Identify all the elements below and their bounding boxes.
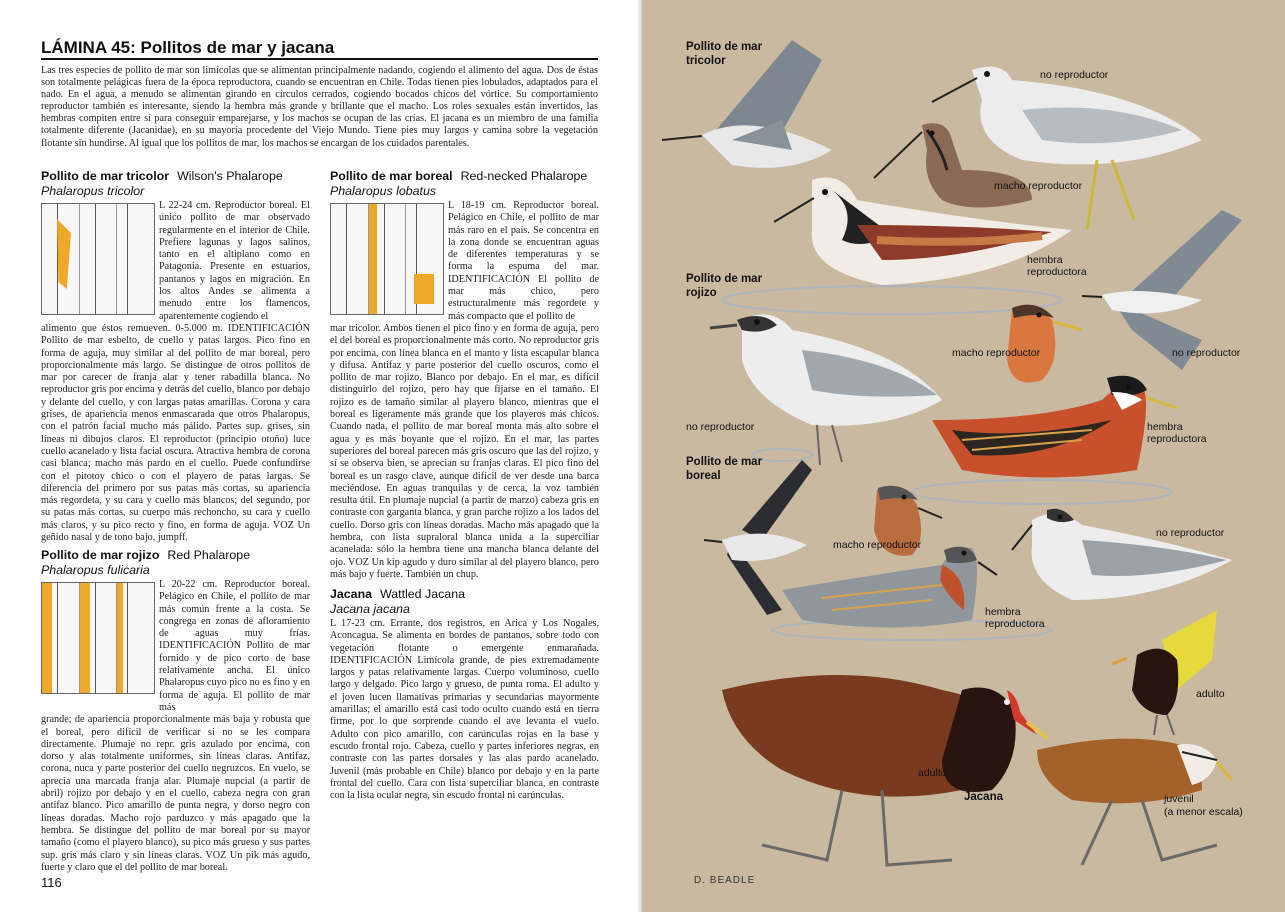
plate-title: LÁMINA 45: Pollitos de mar y jacana [41,38,335,57]
species-heading-rednecked [330,169,587,183]
label-adulto: adulto [1196,688,1225,700]
rednecked-female-breeding-bird [782,547,997,628]
species-text-red [41,579,310,874]
red-male-breeding-bird [1007,305,1082,383]
species-name-en: Red-necked Phalarope [460,169,588,183]
scientific-name: Phalaropus tricolor [41,184,145,198]
species-text-part1: L 22-24 cm. Reproductor boreal. El único pollito de mar observado regularmente en el interior de Chile. Prefiere lagunas y lagos salinos, tanto en el altiplano como en Patagonia. Presente en estuarios, pantanos y lagos en migración. En los altos Andes se alimenta a menudo entre los flamencos, aparentemente cogiendo el [159,200,310,322]
label-no-reproductor: no reproductor [1156,527,1225,539]
group-label-wilson: Pollito de mar tricolor [686,41,763,67]
label-no-reproductor: no reproductor [686,421,755,433]
red-female-breeding-bird [932,376,1177,478]
species-name-es: Pollito de mar boreal [330,169,453,183]
species-name-en: Red Phalarope [167,548,251,562]
species-heading-red [41,548,250,562]
species-text-part1: L 18-19 cm. Reproductor boreal. Pelágico en Chile, el pollito de mar más raro en el país. Se concentra en la zona donde se encuentran aguas de diferentes temperaturas y se forma la espuma del mar. IDENTIFICACIÓN El pollito de mar más chico, pero estructuralmente más regordete y más compacto que el pollito de [448,200,599,322]
label-no-reproductor: no reproductor [1040,69,1109,81]
species-name-es: Jacana [330,587,373,601]
label-no-reproductor: no reproductor [1172,347,1241,359]
label-macho-reproductor: macho reproductor [952,347,1041,359]
species-text-part2: alimento que éstos remueven. 0-5.000 m. IDENTIFICACIÓN Pollito de mar esbelto, de cuello y patas largos. Pico fino en forma de aguja, muy similar al del pollito de mar boreal, pero proporcionalmente más largo. Se distingue de otros pollitos de mar por carecer de franja alar y tener rabadilla blanca. No reproductor gris por encima y detrás del cuello, blanco por debajo y delante del cuello, y con largas patas amarillas. Corona y cara grises, de apariencia menos enmascarada que otros Phalaropus, con el patrón facial mucho más pálido. Partes sup. grises, sin líneas ni dibujos claros. El reproductor (principio otoño) luce cuello acanelado y lista facial oscura. Atractiva hembra de corona casi blanca; macho más pardo en el cuello. Puede confundirse con el pitotoy chico o con el playero de patas largas. Se diferencia del primero por sus patas más cortas, su apariencia más regordeta, y su cara y cuello más blancos; del segundo, por su patas más cortas, su cuerpo más rechoncho, su cara y cuello más claros, y su pico recto y fino, en forma de aguja. VOZ Un geñido nasal y de tono bajo, jumpff. [41,322,310,544]
jacana-juvenile-bird [1037,739,1232,865]
red-flying-bird [1082,210,1242,370]
scientific-name: Jacana jacana [330,602,410,616]
species-name-es: Pollito de mar tricolor [41,169,170,183]
text-page [0,0,642,912]
species-heading-wilson [41,169,283,183]
label-macho-reproductor: macho reproductor [833,539,922,551]
species-name-en: Wattled Jacana [380,587,465,601]
label-juvenil-scale-note: (a menor escala) [1164,806,1243,818]
species-name-es: Pollito de mar rojizo [41,548,160,562]
group-label-jacana: Jacana [964,791,1004,803]
page-number: 116 [41,875,62,890]
species-text-part2: mar tricolor. Ambos tienen el pico fino y en forma de aguja, pero el del boreal es proporcionalmente más corto. No reproductor gris por encima, con línea blanca en el manto y lista escapular blanca y difusa. Antifaz y parte posterior del cuello oscuros, como el pollito de mar rojizo. Blanco por debajo. En el mar, es difícil distinguirlo del rojizo, pero hay que fijarse en el tamaño. El rojizo es de tamaño similar al playero blanco, mientras que el boreal es ligeramente más grande que los playeros más chicos. Cuando nada, el pollito de mar boreal monta más alto sobre el agua y es más boyante que el rojizo. En el mar, las partes superiores del boreal parecen más gris oscuro que las del rojizo, y sí se observa bien, se aprecian su franjas claras. El pico fino del boreal es un rasgo clave, aunque difícil de ver desde una barca meciéndose. En aguas tranquilas y de cerca, la voz también resulta útil. En plumaje nupcial (a partir de marzo) cabeza gris en contraste con garganta blanca, y gran parche rojizo a los lados del cuello. Dorso gris con líneas doradas. Macho más apagado que la hembra, con lista supraloral blanca unida a la superciliar acanelada: sólo la hembra tiene una mancha blanca delante del ojo. VOZ Un kip agudo y duro similar al del playero blanco, pero más bajo y fuerte. También un chup. [330,322,599,580]
intro-paragraph: Las tres especies de pollito de mar son limícolas que se alimentan principalmente nadando, cogiendo el alimento del agua. Dos de éstas son totalmente pelágicas fuera de la época reproductora, cuando se encuentran en Chile. Todas tienen pies lobulados, adaptados para el nado. En el agua, a menudo se alimentan girando en círculos cerrados, cogiendo bocados chicos del vórtice. Su comportamiento reproductor también es interesante, siendo la hembra más grande y brillante que el macho. Los roles sexuales están invertidos, las hembras compiten entre sí para conseguir emparejarse, y los machos se ocupan de las crías. El jacana es un miembro de una familia totalmente diferente (Jacanidae), en su mayoría procedente del Viejo Mundo. Tiene pies muy largos y camina sobre la vegetación flotante sin hundirse. Al igual que los pollitos de mar, los machos se encargan de los cuidados parentales. [41,65,598,149]
label-juvenil: juvenil [1164,793,1194,805]
artist-signature: D. BEADLE [694,875,756,886]
title-rule [41,58,598,60]
group-label-rednecked: Pollito de mar boreal [686,456,763,482]
rednecked-nonbreeding-bird [1012,509,1232,600]
illustration-plate [642,0,1285,912]
jacana-adult-flying-bird [1112,610,1217,735]
jacana-adult-bird [722,675,1047,865]
label-macho-reproductor: macho reproductor [994,180,1083,192]
species-text-rednecked [330,200,599,581]
species-text-part1: L 20-22 cm. Reproductor boreal. Pelágico en Chile, el pollito de mar más común frente a la costa. Se congrega en zonas de afloramiento de aguas muy frías. IDENTIFICACIÓN Pollito de mar fornido y de pico corto de base relativamente ancha. El único Phalaropus cuyo pico no es fino y en forma de aguja. El pollito de mar más [159,579,310,713]
label-hembra-reproductora: hembra reproductora [985,606,1045,630]
label-hembra-reproductora: hembra reproductora [1147,421,1207,445]
label-hembra-reproductora: hembra reproductora [1027,254,1087,278]
species-text-jacana: L 17-23 cm. Errante, dos registros, en Arica y Los Nogales, Aconcagua. Se alimenta en bordes de pantanos, sobre todo con vegetación flotante o emergente enmarañada. IDENTIFICACIÓN Limícola grande, de pies extremadamente largos y patas relativamente largas. Cuerpo voluminoso, cuello largo y delgado. Pico largo y grueso, de punta roma. El adulto y el joven lucen llamativas primarias y secundarias mayormente amarillas; el amarillo está casi todo oculto cuando está en tierra firme, por lo que sorprende cuando el ave levanta el vuelo. Adulto con pico amarillo, con carúnculas rojas en la base y escudo frontal rojo. Cabeza, cuello y partes inferiores negras, en contraste con las partes dorsales y las alas pardo acanelado. Juvenil (más probable en Chile) blanco por debajo y en la parte frontal del cuello. Cara con lista superciliar blanca, en contraste con la lista ocular negra, sin escudo frontal ni carúnculas. [330,618,599,802]
label-adulto: adulto [918,767,947,779]
group-label-red: Pollito de mar rojizo [686,273,763,299]
species-name-en: Wilson's Phalarope [177,169,283,183]
scientific-name: Phalaropus fulicaria [41,563,150,577]
species-text-part2: grande; de apariencia proporcionalmente más baja y robusta que el boreal, pero difícil de verificar si no se les compara directamente. Plumaje no repr. gris azulado por encima, con dorso y alas totalmente uniformes, sin líneas claras. Antifaz, corona, nuca y parte posterior del cuello negruzcos. En vuelo, se aprecia una marcada franja alar. Plumaje nupcial (a partir de abril) rojizo por debajo y en el cuello, cabeza negra con gran antifaz blanco. Pico amarillo de punta negra, y dorso negro con líneas doradas. Macho rojo parduzco y más apagado que la hembra. Se distingue del pollito de mar boreal por su mayor tamaño (como el playero blanco), su pico más grueso y sus partes sup. gris más claro y sin líneas claras. VOZ Un pik más agudo, fuerte y claro que el del pollito de mar boreal. [41,714,310,873]
red-nonbreeding-bird [710,314,942,465]
scientific-name: Phalaropus lobatus [330,184,437,198]
species-text-wilson [41,200,310,544]
species-heading-jacana [330,587,465,601]
